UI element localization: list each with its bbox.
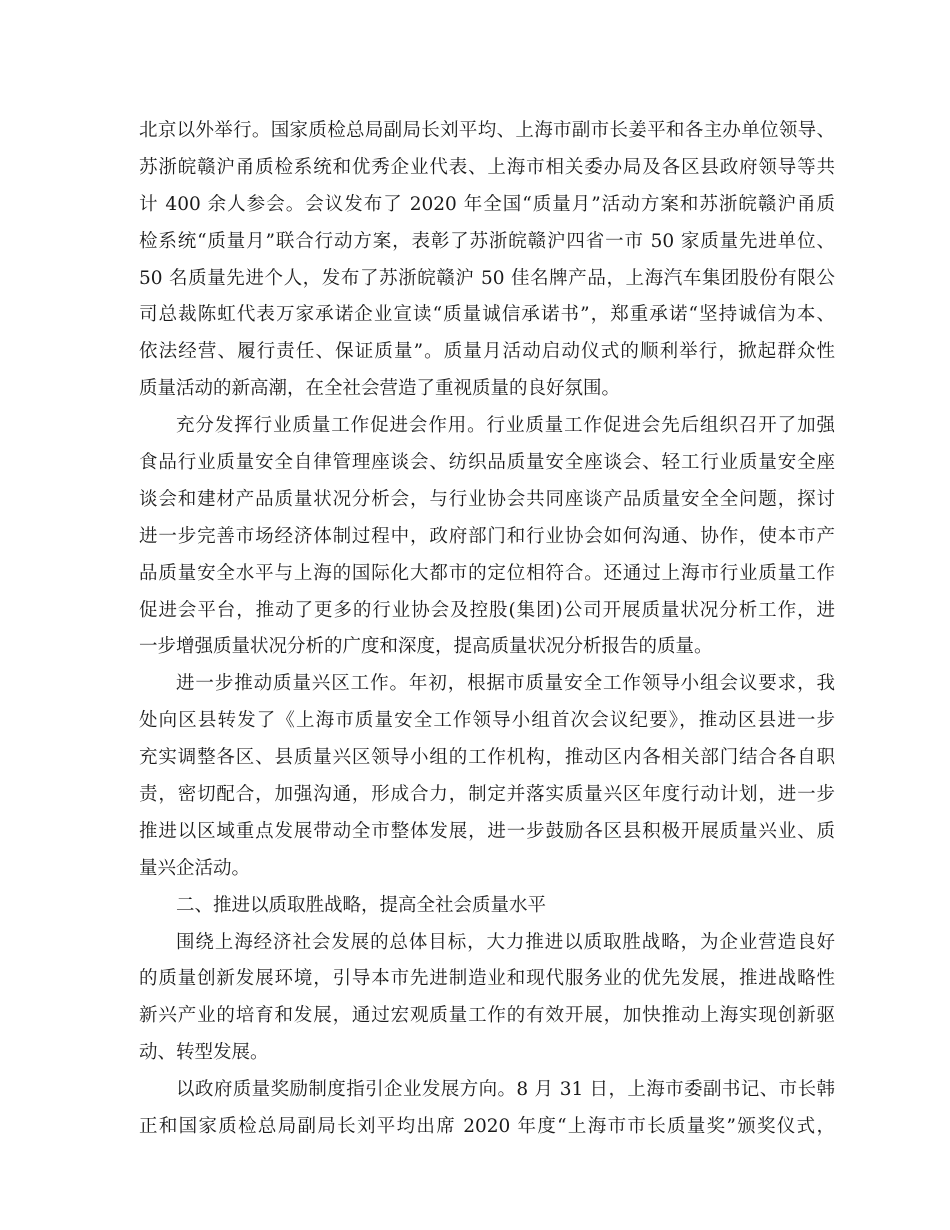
text-line: 正和国家质检总局副局长刘平均出席 2020 年度“上海市市长质量奖”颁奖仪式， bbox=[139, 1116, 835, 1138]
paragraph-mayor-quality-award bbox=[139, 1072, 835, 1146]
text-line: 新兴产业的培育和发展，通过宏观质量工作的有效开展，加快推动上海实现创新驱 bbox=[139, 1005, 835, 1027]
text-line: 一步增强质量状况分析的广度和深度，提高质量状况分析报告的质量。 bbox=[139, 636, 713, 658]
text-line: 北京以外举行。国家质检总局副局长刘平均、上海市副市长姜平和各主办单位领导、 bbox=[139, 120, 835, 141]
text-line: 推进以区域重点发展带动全市整体发展，进一步鼓励各区县积极开展质量兴业、质 bbox=[139, 820, 835, 842]
text-line: 充分发挥行业质量工作促进会作用。行业质量工作促进会先后组织召开了加强 bbox=[176, 415, 835, 437]
text-line: 进一步完善市场经济体制过程中，政府部门和行业协会如何沟通、协作，使本市产 bbox=[139, 525, 835, 547]
section-heading-text: 二、推进以质取胜战略，提高全社会质量水平 bbox=[176, 894, 547, 916]
text-line: 品质量安全水平与上海的国际化大都市的定位相符合。还通过上海市行业质量工作 bbox=[139, 562, 835, 584]
paragraph-industry-promotion bbox=[139, 408, 835, 666]
section-heading bbox=[139, 888, 835, 925]
text-line: 围绕上海经济社会发展的总体目标，大力推进以质取胜战略，为企业营造良好 bbox=[176, 931, 835, 953]
text-line: 检系统“质量月”联合行动方案，表彰了苏浙皖赣沪四省一市 50 家质量先进单位、 bbox=[139, 230, 835, 252]
paragraph-quality-strategy bbox=[139, 925, 835, 1073]
text-line: 谈会和建材产品质量状况分析会，与行业协会共同座谈产品质量安全全问题，探讨 bbox=[139, 488, 835, 510]
text-line: 充实调整各区、县质量兴区领导小组的工作机构，推动区内各相关部门结合各自职 bbox=[139, 747, 835, 769]
text-line: 质量活动的新高潮，在全社会营造了重视质量的良好氛围。 bbox=[139, 378, 621, 400]
text-line: 处向区县转发了《上海市质量安全工作领导小组首次会议纪要》，推动区县进一步 bbox=[139, 710, 835, 732]
text-line: 促进会平台，推动了更多的行业协会及控股(集团)公司开展质量状况分析工作，进 bbox=[139, 599, 835, 621]
text-line: 司总裁陈虹代表万家承诺企业宣读“质量诚信承诺书”，郑重承诺“坚持诚信为本、 bbox=[139, 304, 835, 326]
text-line: 动、转型发展。 bbox=[139, 1042, 269, 1064]
text-line: 依法经营、履行责任、保证质量”。质量月活动启动仪式的顺利举行，掀起群众性 bbox=[139, 341, 835, 363]
paragraph-quality-district bbox=[139, 666, 835, 887]
document-body bbox=[139, 113, 835, 1146]
text-line: 计 400 余人参会。会议发布了 2020 年全国“质量月”活动方案和苏浙皖赣沪甬质 bbox=[139, 193, 835, 215]
text-line: 责，密切配合，加强沟通，形成合力，制定并落实质量兴区年度行动计划，进一步 bbox=[139, 784, 835, 806]
text-line: 50 名质量先进个人，发布了苏浙皖赣沪 50 佳名牌产品，上海汽车集团股份有限公 bbox=[139, 267, 835, 289]
text-line: 食品行业质量安全自律管理座谈会、纺织品质量安全座谈会、轻工行业质量安全座 bbox=[139, 452, 835, 474]
text-line: 的质量创新发展环境，引导本市先进制造业和现代服务业的优先发展，推进战略性 bbox=[139, 968, 835, 990]
text-line: 以政府质量奖励制度指引企业发展方向。8 月 31 日，上海市委副书记、市长韩 bbox=[176, 1079, 835, 1101]
text-line: 进一步推动质量兴区工作。年初，根据市质量安全工作领导小组会议要求，我 bbox=[176, 673, 835, 695]
text-line: 苏浙皖赣沪甬质检系统和优秀企业代表、上海市相关委办局及各区县政府领导等共 bbox=[139, 156, 835, 178]
paragraph-quality-month-launch bbox=[139, 113, 835, 408]
text-line: 量兴企活动。 bbox=[139, 857, 251, 879]
